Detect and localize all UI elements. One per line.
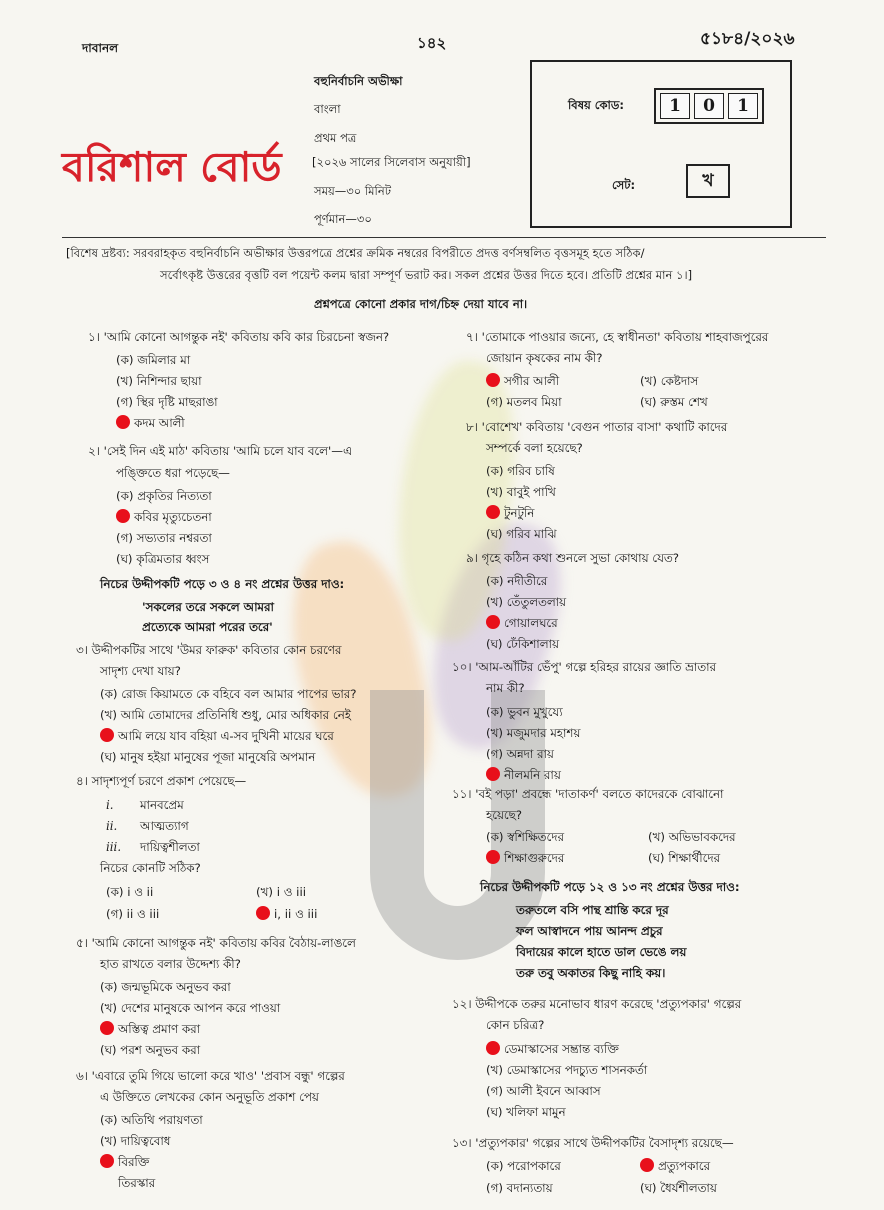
question-3: ৩। উদ্দীপকটির সাথে 'উমর ফারুক' কবিতার কোন চরণের <box>76 643 342 657</box>
option: (গ) মতলব মিয়া <box>486 395 562 409</box>
question-10: ১০। 'আম-আঁটির ভেঁপু' গল্পে হরিহর রায়ের জ্ঞাতি ভ্রাতার <box>452 660 717 674</box>
option: (খ) বাবুই পাখি <box>486 485 556 499</box>
question-1: ১। 'আমি কোনো আগন্তুক নই' কবিতায় কবি কার চিরচেনা স্বজন? <box>88 330 390 344</box>
option: (ক) পরোপকারে <box>486 1159 561 1173</box>
question-11: ১১। 'বই পড়া' প্রবন্ধে 'দাতাকর্ণ' বলতে কাদেরকে বোঝানো <box>452 787 724 801</box>
option: (খ) তেঁতুলতলায় <box>486 595 566 609</box>
option: (ঘ) কৃত্রিমতার ধ্বংস <box>116 552 210 566</box>
option: (খ) i ও iii <box>256 885 306 899</box>
syllabus-note: [২০২৬ সালের সিলেবাস অনুযায়ী] <box>312 155 471 169</box>
statement: দায়িত্বশীলতা <box>140 840 200 854</box>
question-5: ৫। 'আমি কোনো আগন্তুক নই' কবিতায় কবির বৈঠায়-লাঙলে <box>76 936 356 950</box>
answer-mark-icon <box>486 373 500 387</box>
question-2-cont: পঙ্ক্তিতে ধরা পড়েছে— <box>116 466 230 480</box>
option: (ক) জন্মভূমিকে অনুভব করা <box>100 980 231 994</box>
exam-time: সময়—৩০ মিনিট <box>314 184 391 198</box>
option: (ঘ) ধৈর্যশীলতায় <box>640 1181 717 1195</box>
option: (ঘ) পরশ অনুভব করা <box>100 1043 200 1057</box>
option: (ঘ) শিক্ষার্থীদের <box>648 851 721 865</box>
stimulus-2-line: বিদায়ের কালে হাতে ডাল ভেঙে লয় <box>516 945 687 959</box>
board-title: বরিশাল বোর্ড <box>62 143 282 191</box>
option: (খ) নিশিন্দার ছায়া <box>116 374 202 388</box>
question-6-cont: এ উক্তিতে লেখকের কোন অনুভূতি প্রকাশ পেয় <box>100 1090 319 1104</box>
answer-mark-icon <box>256 906 270 920</box>
option: (ঘ) গরিব মাঝি <box>486 527 557 541</box>
option: (ক) অতিথি পরায়ণতা <box>100 1113 203 1127</box>
answer-option: কদম আলী <box>116 413 185 433</box>
option: (ক) গরিব চাষি <box>486 464 555 478</box>
option: (গ) সভ্যতার নশ্বরতা <box>116 531 212 545</box>
question-2: ২। 'সেই দিন এই মাঠ' কবিতায় 'আমি চলে যাব বলে'—এ <box>88 444 352 458</box>
option: (ঘ) মানুষ হইয়া মানুষের পূজা মানুষেরি অপমান <box>100 750 316 764</box>
stimulus-1-line: প্রত্যেকে আমরা পরের তরে' <box>142 620 273 634</box>
option: (ক) নদীতীরে <box>486 574 548 588</box>
answer-option: i, ii ও iii <box>256 904 317 924</box>
question-4-which: নিচের কোনটি সঠিক? <box>100 861 201 875</box>
option: (খ) মজুমদার মহাশয় <box>486 726 581 740</box>
subject-code-digits <box>654 88 764 124</box>
answer-mark-icon <box>486 767 500 781</box>
answer-mark-icon <box>486 1041 500 1055</box>
question-3-cont: সাদৃশ্য দেখা যায়? <box>100 664 181 678</box>
option: (গ) আলী ইবনে আব্বাস <box>486 1084 601 1098</box>
answer-mark-icon <box>116 509 130 523</box>
option: (ক) জমিলার মা <box>116 353 191 367</box>
option: (ঘ) ঢেঁকিশালায় <box>486 637 559 651</box>
paper-name: প্রথম পত্র <box>314 131 357 145</box>
stimulus-2-line: তরু তবু অকাতর কিছু নাহি কয়। <box>516 966 666 980</box>
option: (ক) প্রকৃতির নিত্যতা <box>116 489 212 503</box>
stimulus-1-heading: নিচের উদ্দীপকটি পড়ে ৩ ও ৪ নং প্রশ্নের উত্তর দাও: <box>100 577 345 591</box>
question-8: ৮। 'বোশেখ' কবিতায় 'বেগুন পাতার বাসা' কথাটি কাদের <box>466 420 728 434</box>
exam-type: বহুনির্বাচনি অভীক্ষা <box>314 74 403 88</box>
answer-mark-icon <box>116 415 130 429</box>
code-digit: 1 <box>728 93 758 119</box>
code-digit: 0 <box>694 93 724 119</box>
question-9: ৯। গৃহে কঠিন কথা শুনলে সুভা কোথায় যেত? <box>466 551 679 565</box>
question-4: ৪। সাদৃশ্যপূর্ণ চরণে প্রকাশ পেয়েছে— <box>76 774 247 788</box>
answer-option: বিরক্তি <box>100 1152 149 1172</box>
answer-mark-icon <box>486 850 500 864</box>
instruction-line-1: [বিশেষ দ্রষ্টব্য: সরবরাহকৃত বহুনির্বাচনি অভীক্ষার উত্তরপত্রে প্রশ্নের ক্রমিক নম্বরের বিপরীতে প্রদত্ত বর্ণসম্বলিত বৃত্তসমূহ হতে সঠিক/ <box>66 246 645 260</box>
statement: মানবপ্রেম <box>140 798 184 812</box>
answer-mark-icon <box>100 1154 114 1168</box>
header-divider <box>62 237 826 238</box>
instruction-line-3: প্রশ্নপত্রে কোনো প্রকার দাগ/চিহ্ন দেয়া যাবে না। <box>314 297 528 311</box>
option: (খ) আমি তোমাদের প্রতিনিধি শুধু, মোর অধিকার নেই <box>100 708 351 722</box>
stimulus-2-line: তরুতলে বসি পান্থ শ্রান্তি করে দূর <box>516 903 669 917</box>
statement-num: i. <box>106 798 114 812</box>
question-12-cont: কোন চরিত্র? <box>486 1018 545 1032</box>
answer-option: সগীর আলী <box>486 371 559 391</box>
answer-option: প্রত্যুপকারে <box>640 1156 710 1176</box>
page-number: ১৪২ <box>417 34 447 52</box>
answer-option: অস্তিত্ব প্রমাণ করা <box>100 1019 200 1039</box>
header-left-label: দাবানল <box>82 41 119 55</box>
question-6: ৬। 'এবারে তুমি গিয়ে ভালো করে খাও' 'প্রবাস বন্ধু' গল্পের <box>76 1069 345 1083</box>
stimulus-2-line: ফল আস্বাদনে পায় আনন্দ প্রচুর <box>516 924 663 938</box>
statement-num: ii. <box>106 819 118 833</box>
option: (গ) স্থির দৃষ্টি মাছরাঙা <box>116 395 218 409</box>
statement-num: iii. <box>106 840 122 854</box>
answer-mark-icon <box>486 505 500 519</box>
option: (খ) দায়িত্ববোধ <box>100 1134 171 1148</box>
answer-option: গোয়ালঘরে <box>486 613 558 633</box>
set-label: সেট: <box>612 178 636 192</box>
answer-mark-icon <box>100 728 114 742</box>
answer-mark-icon <box>640 1158 654 1172</box>
option: (গ) বদান্যতায় <box>486 1181 553 1195</box>
statement: আত্মত্যাগ <box>140 819 189 833</box>
question-7: ৭। 'তোমাকে পাওয়ার জন্যে, হে স্বাধীনতা' কবিতায় শাহবাজপুরের <box>466 330 769 344</box>
option: (খ) দেশের মানুষকে আপন করে পাওয়া <box>100 1001 281 1015</box>
option: (গ) ii ও iii <box>106 907 160 921</box>
option: (খ) কেষ্টদাস <box>640 374 699 388</box>
question-12: ১২। উদ্দীপকে তরুর মনোভাব ধারণ করেছে 'প্রত্যুপকার' গল্পের <box>452 997 742 1011</box>
answer-option: আমি লয়ে যাব বহিয়া এ-সব দুখিনী মায়ের ঘরে <box>100 726 334 746</box>
answer-option: শিক্ষাগুরুদের <box>486 848 564 868</box>
answer-mark-icon <box>100 1021 114 1035</box>
set-value: খ <box>686 164 730 198</box>
option: (ক) ভুবন মুখুয্যে <box>486 705 563 719</box>
option: (ঘ) রুস্তম শেখ <box>640 395 708 409</box>
option: (ক) স্বশিক্ষিতদের <box>486 830 564 844</box>
option: তিরস্কার <box>118 1176 156 1190</box>
option: (খ) অভিভাবকদের <box>648 830 736 844</box>
option: (ঘ) খলিফা মামুন <box>486 1105 566 1119</box>
reference-code: ৫১৮৪/২০২৬ <box>700 29 795 49</box>
stimulus-1-line: 'সকলের তরে সকলে আমরা <box>142 600 274 614</box>
option: (ক) i ও ii <box>106 885 154 899</box>
answer-option: টুনটুনি <box>486 503 534 523</box>
question-13: ১৩। 'প্রত্যুপকার' গল্পের সাথে উদ্দীপকটির বৈসাদৃশ্য রয়েছে— <box>452 1136 734 1150</box>
full-marks: পূর্ণমান—৩০ <box>314 212 372 226</box>
answer-option: নীলমনি রায় <box>486 765 561 785</box>
question-7-cont: জোয়ান কৃষকের নাম কী? <box>486 351 603 365</box>
answer-mark-icon <box>486 615 500 629</box>
question-5-cont: হাত রাখতে বলার উদ্দেশ্য কী? <box>100 957 241 971</box>
code-digit: 1 <box>660 93 690 119</box>
option: (খ) ডেমাস্কাসের পদচ্যুত শাসনকর্তা <box>486 1063 648 1077</box>
question-10-cont: নাম কী? <box>486 681 525 695</box>
option: (গ) অন্নদা রায় <box>486 747 554 761</box>
question-11-cont: হয়েছে? <box>486 808 523 822</box>
instruction-line-2: সর্বোৎকৃষ্ট উত্তরের বৃত্তটি বল পয়েন্ট কলম দ্বারা সম্পূর্ণ ভরাট কর। সকল প্রশ্নের উত্তর দিতে হবে। প্রতিটি প্রশ্নের মান ১।] <box>160 268 693 282</box>
answer-option: ডেমাস্কাসের সম্ভ্রান্ত ব্যক্তি <box>486 1039 619 1059</box>
stimulus-2-heading: নিচের উদ্দীপকটি পড়ে ১২ ও ১৩ নং প্রশ্নের উত্তর দাও: <box>480 880 740 894</box>
subject-name: বাংলা <box>314 102 341 116</box>
question-8-cont: সম্পর্কে বলা হয়েছে? <box>486 441 583 455</box>
option: (ক) রোজ কিয়ামতে কে বহিবে বল আমার পাপের ভার? <box>100 687 357 701</box>
subject-code-label: বিষয় কোড: <box>568 98 624 112</box>
subject-code-box <box>530 60 792 228</box>
answer-option: কবির মৃত্যুচেতনা <box>116 507 212 527</box>
